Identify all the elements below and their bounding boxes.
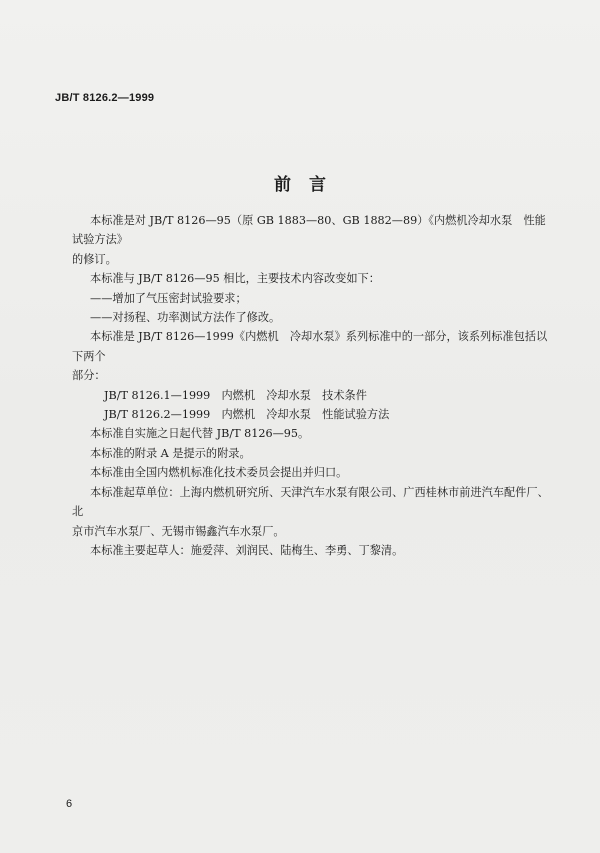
paragraph-series-line-1: 本标准是 JB/T 8126—1999《内燃机 冷却水泵》系列标准中的一部分，该系列标准包括以下两个 — [72, 330, 548, 363]
paragraph-revision-line-2: 的修订。 — [72, 252, 117, 266]
paragraph-appendix: 本标准的附录 A 是提示的附录。 — [90, 446, 251, 460]
foreword-body — [72, 211, 550, 560]
change-item-2: ——对扬程、功率测试方法作了修改。 — [90, 311, 281, 325]
paragraph-revision-line-1: 本标准是对 JB/T 8126—95（原 GB 1883—80、GB 1882—89）《内燃机冷却水泵 性能试验方法》 — [72, 214, 546, 247]
paragraph-drafting-units-line-2: 京市汽车水泵厂、无锡市锡鑫汽车水泵厂。 — [72, 524, 285, 538]
series-part-1: JB/T 8126.1—1999 内燃机 冷却水泵 技术条件 — [104, 388, 367, 402]
change-item-1: ——增加了气压密封试验要求； — [90, 291, 247, 305]
header-rule — [55, 110, 545, 111]
page-number: 6 — [66, 798, 73, 810]
paragraph-series-line-2: 部分： — [72, 369, 106, 383]
paragraph-proposed-by: 本标准由全国内燃机标准化技术委员会提出并归口。 — [90, 466, 348, 480]
paragraph-replaces: 本标准自实施之日起代替 JB/T 8126—95。 — [90, 427, 310, 441]
paragraph-drafting-units-line-1: 本标准起草单位：上海内燃机研究所、天津汽车水泵有限公司、广西桂林市前进汽车配件厂、北 — [72, 485, 549, 519]
page-title: 前言 — [274, 175, 344, 195]
paragraph-drafters: 本标准主要起草人：施爱萍、刘润民、陆梅生、李勇、丁黎清。 — [90, 543, 404, 557]
series-part-2: JB/T 8126.2—1999 内燃机 冷却水泵 性能试验方法 — [104, 408, 390, 422]
paragraph-changes-intro: 本标准与 JB/T 8126—95 相比，主要技术内容改变如下： — [90, 272, 380, 286]
document-code: JB/T 8126.2—1999 — [55, 92, 155, 104]
